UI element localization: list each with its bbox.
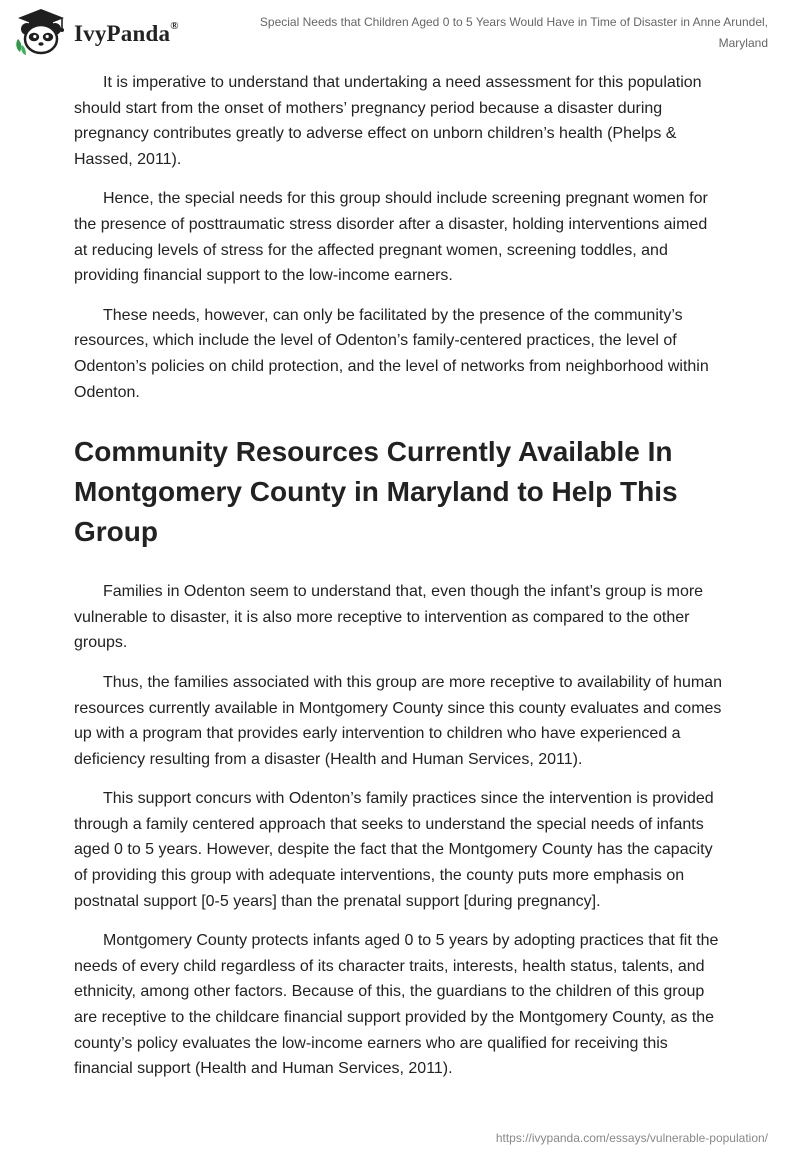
paragraph: Montgomery County protects infants aged 0 to 5 years by adopting practices that fit the needs of every child regardless of its character traits, interests, health status, talents, and ethnicity, among other factors. Because of this, the guardians to the children of this group are receptive to the childcare financial support provided by the Montgomery County, as the county’s policy evaluates the low-income earners who are qualified for receiving this financial support (Health and Human Services, 2011). [74,932,719,1078]
document-title: Special Needs that Children Aged 0 to 5 Years Would Have in Time of Disaster in Anne Arundel, Maryland [259,15,768,50]
section-heading: Community Resources Currently Available In Montgomery County in Maryland to Help This Group [74,436,678,548]
source-url: https://ivypanda.com/essays/vulnerable-population/ [495,1131,768,1145]
paragraph: Thus, the families associated with this group are more receptive to availability of human resources currently available in Montgomery County since this county evaluates and comes up with a program that provides early intervention to children who have experienced a deficiency resulting from a disaster (Health and Human Services, 2011). [74,673,722,768]
paragraph: These needs, however, can only be facilitated by the presence of the community’s resources, which include the level of Odenton’s family-centered practices, the level of Odenton’s policies on child protection, and the level of networks from neighborhood within Odenton. [74,306,709,401]
paragraph: Families in Odenton seem to understand that, even though the infant’s group is more vulnerable to disaster, it is also more receptive to intervention as compared to the other groups. [74,583,704,652]
essay-content [74,70,724,1096]
panda-graduation-cap-logo-icon [14,7,68,57]
ivypanda-logo[interactable] [14,7,179,57]
paragraph: This support concurs with Odenton’s family practices since the intervention is provided through a family centered approach that seeks to understand the special needs of infants aged 0 to 5 years. However, despite the fact that the Montgomery County has the capacity of providing this group with adequate interventions, the county puts more emphasis on postnatal support [0-5 years] than the prenatal support [during pregnancy]. [74,790,714,910]
paragraph: Hence, the special needs for this group should include screening pregnant women for the presence of posttraumatic stress disorder after a disaster, holding interventions aimed at reducing levels of stress for the affected pregnant women, screening toddles, and providing financial support to the low-income earners. [74,190,708,285]
page-header [0,0,800,60]
logo-text: IvyPanda® [74,20,179,46]
paragraph: It is imperative to understand that undertaking a need assessment for this population should start from the onset of mothers’ pregnancy period because a disaster during pregnancy contributes greatly to adverse effect on unborn children’s health (Phelps & Hassed, 2011). [74,74,702,168]
